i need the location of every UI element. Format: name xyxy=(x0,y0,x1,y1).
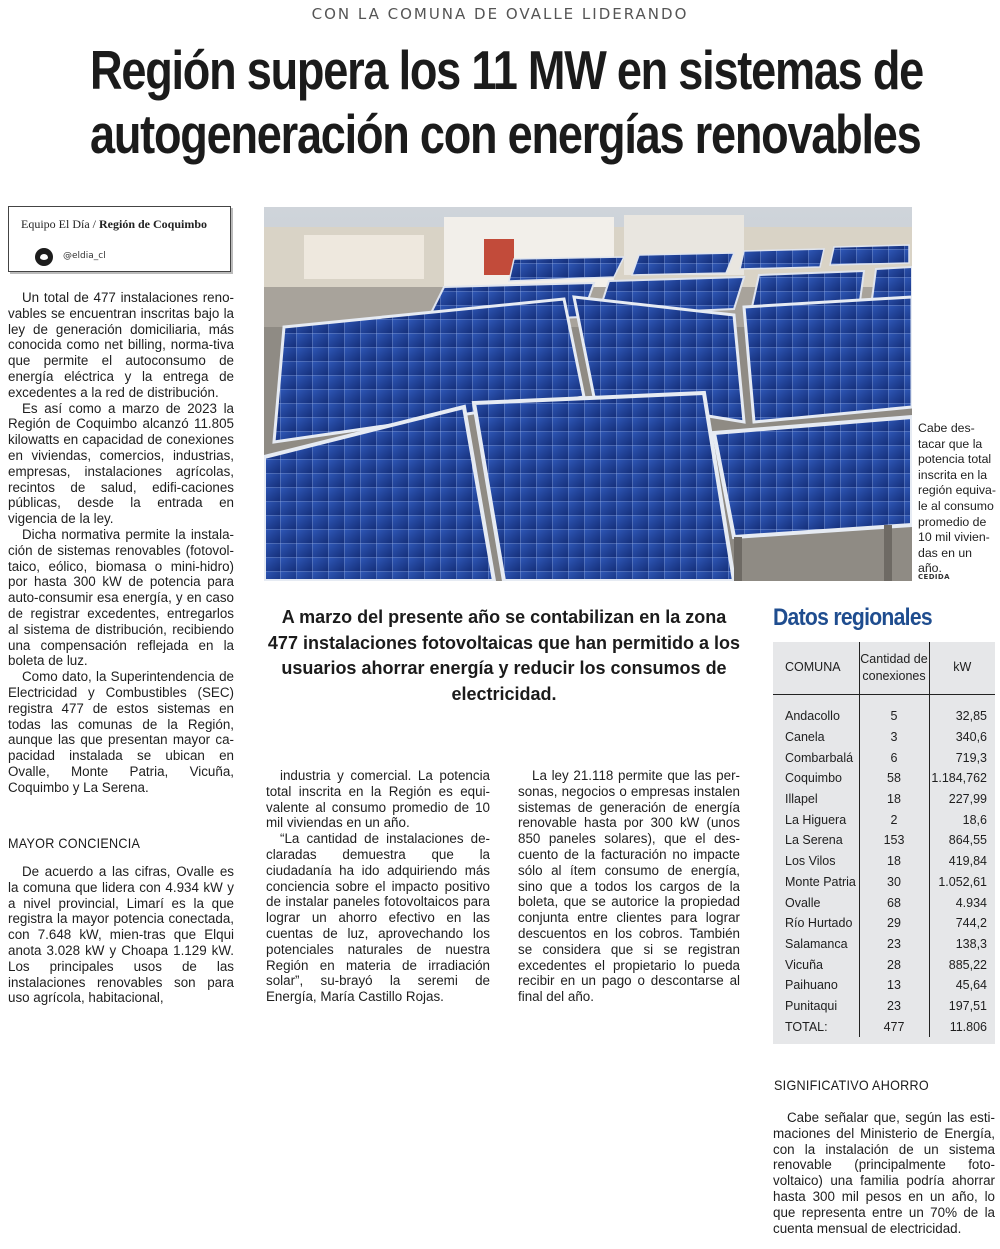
cell-kw: 885,22 xyxy=(929,954,995,975)
table-total-row xyxy=(773,1016,995,1037)
subhead-mayor-conciencia: MAYOR CONCIENCIA xyxy=(8,835,141,851)
byline-author xyxy=(21,217,207,232)
cell-conexiones: 18 xyxy=(859,789,929,810)
cell-conexiones: 153 xyxy=(859,830,929,851)
cell-kw: 4.934 xyxy=(929,892,995,913)
kicker: CON LA COMUNA DE OVALLE LIDERANDO xyxy=(311,5,689,23)
paragraph: Un total de 477 instalaciones reno-vables se encuentran inscritas bajo la ley de generación domiciliaria, más conocida como net billing, norma-tiva que permite el autoconsumo de energía eléctrica y la entrega de excedentes a la red de distribución. xyxy=(8,290,234,400)
table-row xyxy=(773,747,995,768)
cell-conexiones: 477 xyxy=(859,1016,929,1037)
article-column-3 xyxy=(518,768,740,1005)
table-row xyxy=(773,809,995,830)
cell-comuna: La Serena xyxy=(785,833,843,848)
cell-comuna: Los Vilos xyxy=(785,854,836,869)
paragraph: “La cantidad de instalaciones de-claradas demuestra que la ciudadanía ha ido adquiriendo más conciencia sobre el impacto positivo de instalar paneles fotovoltaicos para lograr un ahorro efectivo en las cuentas de luz, aprovechando los potenciales naturales de nuestra Región en materia de irradiación solar”, su-brayó la seremi de Energía, María Castillo Rojas. xyxy=(266,831,490,1005)
article-column-4 xyxy=(773,1110,995,1236)
cell-kw: 18,6 xyxy=(929,809,995,830)
cell-comuna: Ovalle xyxy=(785,895,821,910)
cell-comuna: Combarbalá xyxy=(785,750,854,765)
table-row xyxy=(773,996,995,1017)
cell-kw: 744,2 xyxy=(929,913,995,934)
solar-panels-photo xyxy=(264,207,912,581)
photo-credit: CEDIDA xyxy=(918,573,950,581)
byline-handle[interactable]: @eldia_cl xyxy=(63,251,106,261)
cell-kw: 719,3 xyxy=(929,747,995,768)
cell-comuna: Paihuano xyxy=(785,978,838,993)
cell-conexiones: 5 xyxy=(859,706,929,727)
table-row xyxy=(773,830,995,851)
table-row xyxy=(773,727,995,748)
paragraph: De acuerdo a las cifras, Ovalle es la comuna que lidera con 4.934 kW y a nivel provincial, Limarí es la que registra la mayor potencia conectada, con 7.648 kW, mien-tras que Elqui anota 3.028 kW y Choapa 1.129 kW. Los principales usos de las instalaciones renovables son para uso agrícola, habitacional, xyxy=(8,864,234,1006)
cell-comuna: Punitaqui xyxy=(785,998,838,1013)
headline xyxy=(90,38,924,166)
cell-kw: 1.052,61 xyxy=(929,872,995,893)
cell-conexiones: 30 xyxy=(859,872,929,893)
byline-region: Región de Coquimbo xyxy=(99,217,208,231)
table-row xyxy=(773,934,995,955)
cell-kw: 11.806 xyxy=(929,1016,995,1037)
article-column-1-continued xyxy=(8,864,234,1006)
paragraph: Dicha normativa permite la instala-ción de sistemas renovables (fotovol-taico, eólico, biomasa o mini-hidro) por hasta 300 kW de potencia para auto-consumir esa energía, y en caso de registrar excedentes, entregarlos al sistema de distribución, recibiendo una compensación reflejada en la boleta de luz. xyxy=(8,526,234,669)
cell-kw: 45,64 xyxy=(929,975,995,996)
table-title: Datos regionales xyxy=(773,604,932,631)
cell-kw: 419,84 xyxy=(929,851,995,872)
cell-comuna: Canela xyxy=(785,730,825,745)
table-row xyxy=(773,872,995,893)
cell-kw: 1.184,762 xyxy=(929,768,995,789)
byline-team: Equipo El Día xyxy=(21,217,90,231)
twitter-bird-icon xyxy=(35,248,53,266)
table-header-row xyxy=(773,642,995,694)
cell-comuna: La Higuera xyxy=(785,812,847,827)
headline-line-2: autogeneración con energías renovables xyxy=(90,103,921,165)
cell-comuna: Monte Patria xyxy=(785,874,856,889)
header-conexiones: Cantidad de conexiones xyxy=(859,642,929,694)
paragraph: Como dato, la Superintendencia de Electricidad y Combustibles (SEC) registra 477 de estos sistemas en todas las comunas de la Región, aunque las que presentan mayor ca-pacidad instalada se ubican en Ovalle, Monte Patria, Vicuña, Coquimbo y La Serena. xyxy=(8,669,234,795)
cell-conexiones: 68 xyxy=(859,892,929,913)
cell-conexiones: 28 xyxy=(859,954,929,975)
pull-quote: A marzo del presente año se contabilizan en la zona 477 instalaciones fotovoltaicas que han permitido a los usuarios ahorrar energía y reducir los consumos de electricidad. xyxy=(267,607,741,704)
table-row xyxy=(773,789,995,810)
article-column-1 xyxy=(8,290,234,796)
cell-conexiones: 23 xyxy=(859,934,929,955)
paragraph: Cabe señalar que, según las esti-maciones del Ministerio de Energía, con la instalación de un sistema renovable (principalmente foto-voltaico) una familia podría ahorrar hasta 300 mil pesos en un año, lo que representa entre un 70% de la cuenta mensual de electricidad. xyxy=(773,1110,995,1236)
byline-box xyxy=(8,206,231,272)
cell-comuna: TOTAL: xyxy=(785,1019,828,1034)
table-row xyxy=(773,892,995,913)
cell-kw: 227,99 xyxy=(929,789,995,810)
cell-conexiones: 2 xyxy=(859,809,929,830)
cell-kw: 32,85 xyxy=(929,706,995,727)
table-spacer xyxy=(773,694,995,706)
table-row xyxy=(773,975,995,996)
header-comuna: COMUNA xyxy=(773,642,859,694)
solar-panels-illustration xyxy=(264,207,912,581)
regional-data-table xyxy=(773,642,995,1037)
table-body xyxy=(773,694,995,1037)
paragraph: Es así como a marzo de 2023 la Región de Coquimbo alcanzó 11.805 kilowatts en capacidad de conexiones en viviendas, comercios, industrias, empresas, instalaciones agrícolas, recintos de salud, edifi-caciones públicas, desde la entrada en vigencia de la ley. xyxy=(8,400,234,527)
cell-conexiones: 6 xyxy=(859,747,929,768)
table-row xyxy=(773,851,995,872)
table-row xyxy=(773,954,995,975)
table-row xyxy=(773,913,995,934)
cell-comuna: Coquimbo xyxy=(785,771,842,786)
table-row xyxy=(773,768,995,789)
cell-conexiones: 58 xyxy=(859,768,929,789)
cell-conexiones: 23 xyxy=(859,996,929,1017)
headline-line-1: Región supera los 11 MW en sistemas de xyxy=(90,39,924,101)
cell-comuna: Illapel xyxy=(785,792,818,807)
paragraph: La ley 21.118 permite que las per-sonas, negocios o empresas instalen sistemas de generación de energía renovable hasta por 300 kW (unos 850 paneles solares), que el des-cuento de la facturación no impacte sólo al ítem consumo de energía, sino que a todos los cargos de la boleta, que se autorice la propiedad conjunta entre clientes para lograr descuentos en los cobros. También se considera que si se registran excedentes el propietario lo pueda recibir en un pago o descontarse al final del año. xyxy=(518,768,740,1005)
photo-caption: Cabe des-tacar que la potencia total inscrita en la región equiva-le al consumo promedio de 10 mil vivien-das en un año. xyxy=(918,421,996,576)
cell-kw: 864,55 xyxy=(929,830,995,851)
cell-comuna: Salamanca xyxy=(785,936,848,951)
cell-conexiones: 13 xyxy=(859,975,929,996)
cell-conexiones: 3 xyxy=(859,727,929,748)
article-column-2 xyxy=(266,768,490,1005)
cell-comuna: Andacollo xyxy=(785,709,840,724)
cell-kw: 138,3 xyxy=(929,934,995,955)
cell-conexiones: 18 xyxy=(859,851,929,872)
paragraph: industria y comercial. La potencia total inscrita en la Región es equi-valente al consumo promedio de 10 mil viviendas en un año. xyxy=(266,768,490,831)
cell-kw: 197,51 xyxy=(929,996,995,1017)
cell-comuna: Río Hurtado xyxy=(785,916,853,931)
header-kw: kW xyxy=(929,642,995,694)
byline-separator: / xyxy=(89,217,99,231)
subhead-significativo-ahorro: SIGNIFICATIVO AHORRO xyxy=(774,1077,929,1093)
regional-data-table-box xyxy=(773,642,995,1044)
table-row xyxy=(773,706,995,727)
cell-conexiones: 29 xyxy=(859,913,929,934)
cell-kw: 340,6 xyxy=(929,727,995,748)
cell-comuna: Vicuña xyxy=(785,957,823,972)
